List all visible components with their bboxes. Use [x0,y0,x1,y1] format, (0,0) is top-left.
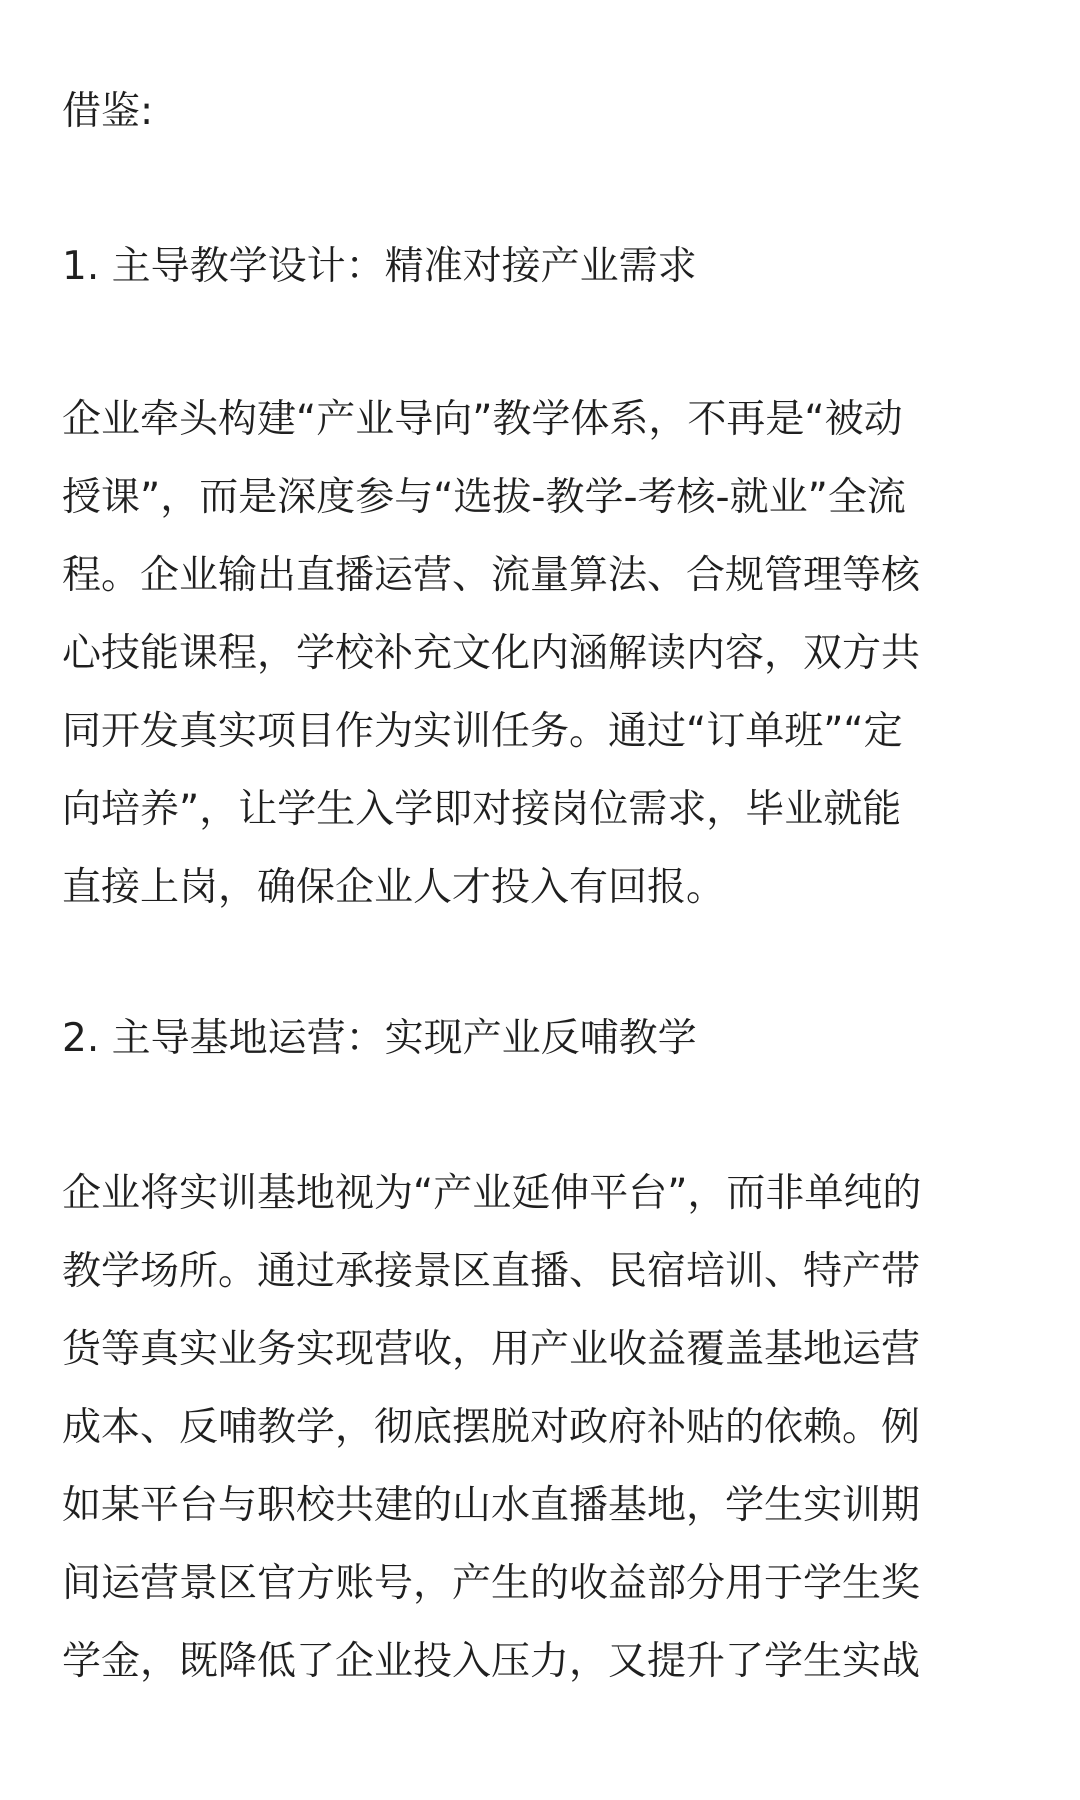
paragraph-line: 同开发真实项目作为实训任务。通过“订单班”“定 [62,709,903,754]
paragraph-line: 程。企业输出直播运营、流量算法、合规管理等核 [62,553,921,598]
paragraph-line: 货等真实业务实现营收，用产业收益覆盖基地运营 [62,1327,921,1372]
paragraph-line: 直接上岗，确保企业人才投入有回报。 [62,865,726,910]
intro-text: 借鉴: [62,89,154,134]
article-body [62,72,1022,1701]
paragraph-line: 向培养”，让学生入学即对接岗位需求，毕业就能 [62,787,902,832]
section-1-heading: 1. 主导教学设计：精准对接产业需求 [62,244,697,289]
paragraph-line: 学金，既降低了企业投入压力，又提升了学生实战 [62,1639,921,1684]
paragraph-line: 间运营景区官方账号，产生的收益部分用于学生奖 [62,1561,921,1606]
paragraph-line: 如某平台与职校共建的山水直播基地，学生实训期 [62,1483,921,1528]
paragraph-line: 授课”，而是深度参与“选拔-教学-考核-就业”全流 [62,475,906,520]
section-1-paragraph [62,381,1022,927]
section-2-heading: 2. 主导基地运营：实现产业反哺教学 [62,1016,697,1061]
paragraph-line: 心技能课程，学校补充文化内涵解读内容，双方共 [62,631,921,676]
paragraph-line: 成本、反哺教学，彻底摆脱对政府补贴的依赖。例 [62,1405,921,1450]
paragraph-line: 企业牵头构建“产业导向”教学体系，不再是“被动 [62,397,903,442]
section-2-paragraph [62,1155,1022,1701]
paragraph-line: 企业将实训基地视为“产业延伸平台”，而非单纯的 [62,1171,922,1216]
paragraph-line: 教学场所。通过承接景区直播、民宿培训、特产带 [62,1249,921,1294]
